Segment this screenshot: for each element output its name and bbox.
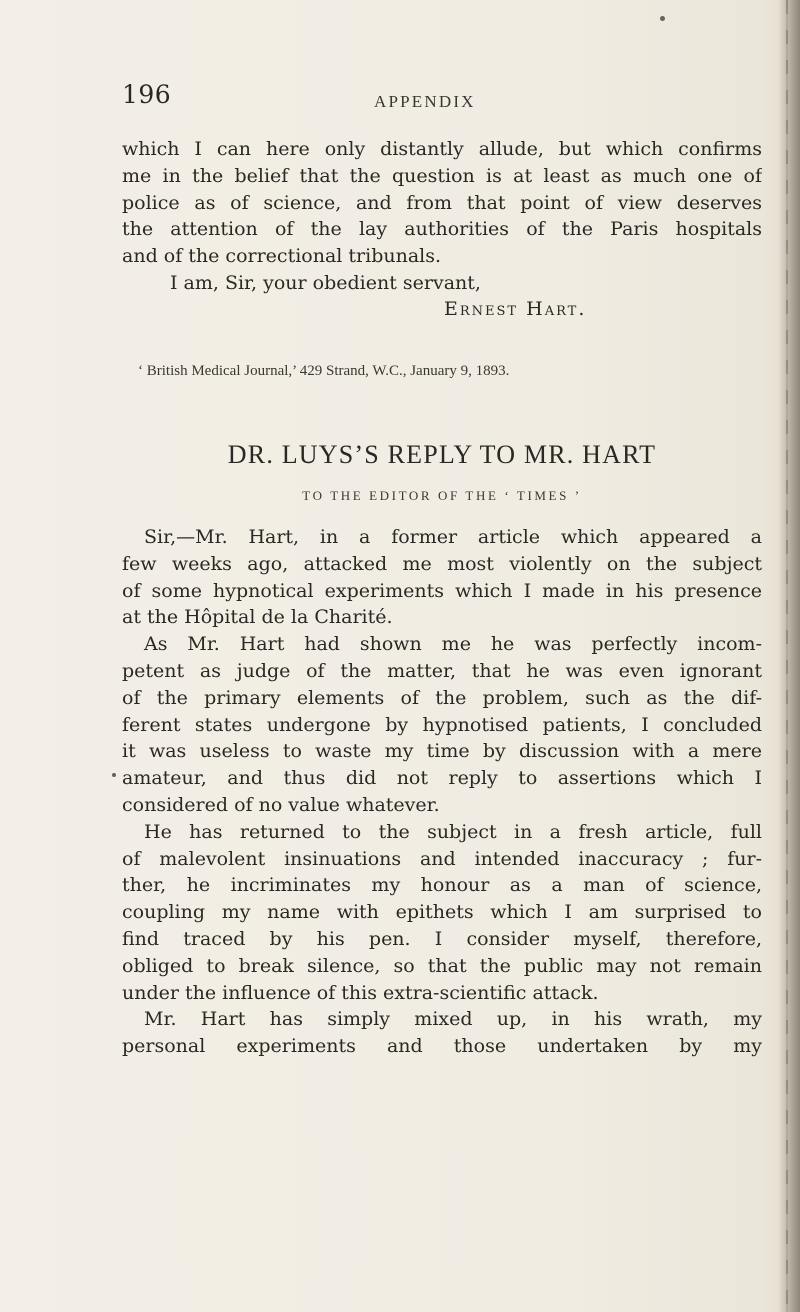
ink-speck [660, 16, 665, 21]
text-line: of malevolent insinuations and intended inaccuracy ; fur- [122, 847, 762, 870]
section-title: DR. LUYS’S REPLY TO MR. HART [227, 440, 657, 469]
text-line: it was useless to waste my time by discussion with a mere [122, 740, 762, 763]
text-line: ferent states undergone by hypnotised patients, I concluded [122, 713, 762, 736]
text-line: Mr. Hart has simply mixed up, in his wrath, my [144, 1008, 762, 1031]
text-line: petent as judge of the matter, that he was even ignorant [122, 659, 762, 682]
text-line: at the Hôpital de la Charité. [122, 606, 393, 629]
reply-body [122, 524, 762, 1060]
paragraph [122, 631, 762, 819]
text-line: and of the correctional tribunals. [122, 245, 442, 268]
text-line: me in the belief that the question is at least as much one of [122, 164, 762, 187]
page-binding-edge [778, 0, 800, 1312]
section-subtitle: TO THE EDITOR OF THE ‘ TIMES ’ [302, 488, 582, 503]
text-line: obliged to break silence, so that the public may not remain [122, 954, 762, 977]
text-line: of some hypnotical experiments which I made in his presence [122, 579, 762, 602]
source-citation: ‘ British Medical Journal,’ 429 Strand, W.C., January 9, 1893. [138, 363, 510, 379]
text-line: amateur, and thus did not reply to assertions which I [122, 767, 762, 790]
letter-continuation [122, 136, 762, 270]
text-line: of the primary elements of the problem, such as the dif- [122, 686, 762, 709]
running-head: APPENDIX [374, 92, 476, 111]
paragraph [122, 819, 762, 1007]
text-line: As Mr. Hart had shown me he was perfectly incom- [144, 633, 762, 656]
page-number: 196 [122, 80, 172, 109]
letter-signature: Ernest Hart. [444, 298, 587, 320]
text-line: personal experiments and those undertaken by my [122, 1035, 762, 1058]
paragraph [122, 524, 762, 631]
ink-speck [112, 773, 116, 777]
page-header [122, 80, 762, 120]
text-line: which I can here only distantly allude, but which confirms [122, 138, 762, 160]
letter-closing: I am, Sir, your obedient servant, [170, 272, 481, 294]
text-line: find traced by his pen. I consider myself, therefore, [122, 927, 762, 950]
text-line: under the influence of this extra-scientific attack. [122, 981, 599, 1004]
text-line: considered of no value whatever. [122, 793, 440, 816]
text-line: Sir,—Mr. Hart, in a former article which appeared a [144, 526, 762, 548]
text-line: He has returned to the subject in a fresh article, full [144, 820, 762, 843]
text-line: coupling my name with epithets which I am surprised to [122, 901, 762, 924]
text-line: the attention of the lay authorities of the Paris hospitals [122, 218, 762, 241]
text-line: police as of science, and from that point of view deserves [122, 191, 762, 214]
paragraph [122, 1006, 762, 1060]
text-line: ther, he incriminates my honour as a man of science, [122, 874, 762, 897]
text-line: few weeks ago, attacked me most violently on the subject [122, 552, 762, 575]
